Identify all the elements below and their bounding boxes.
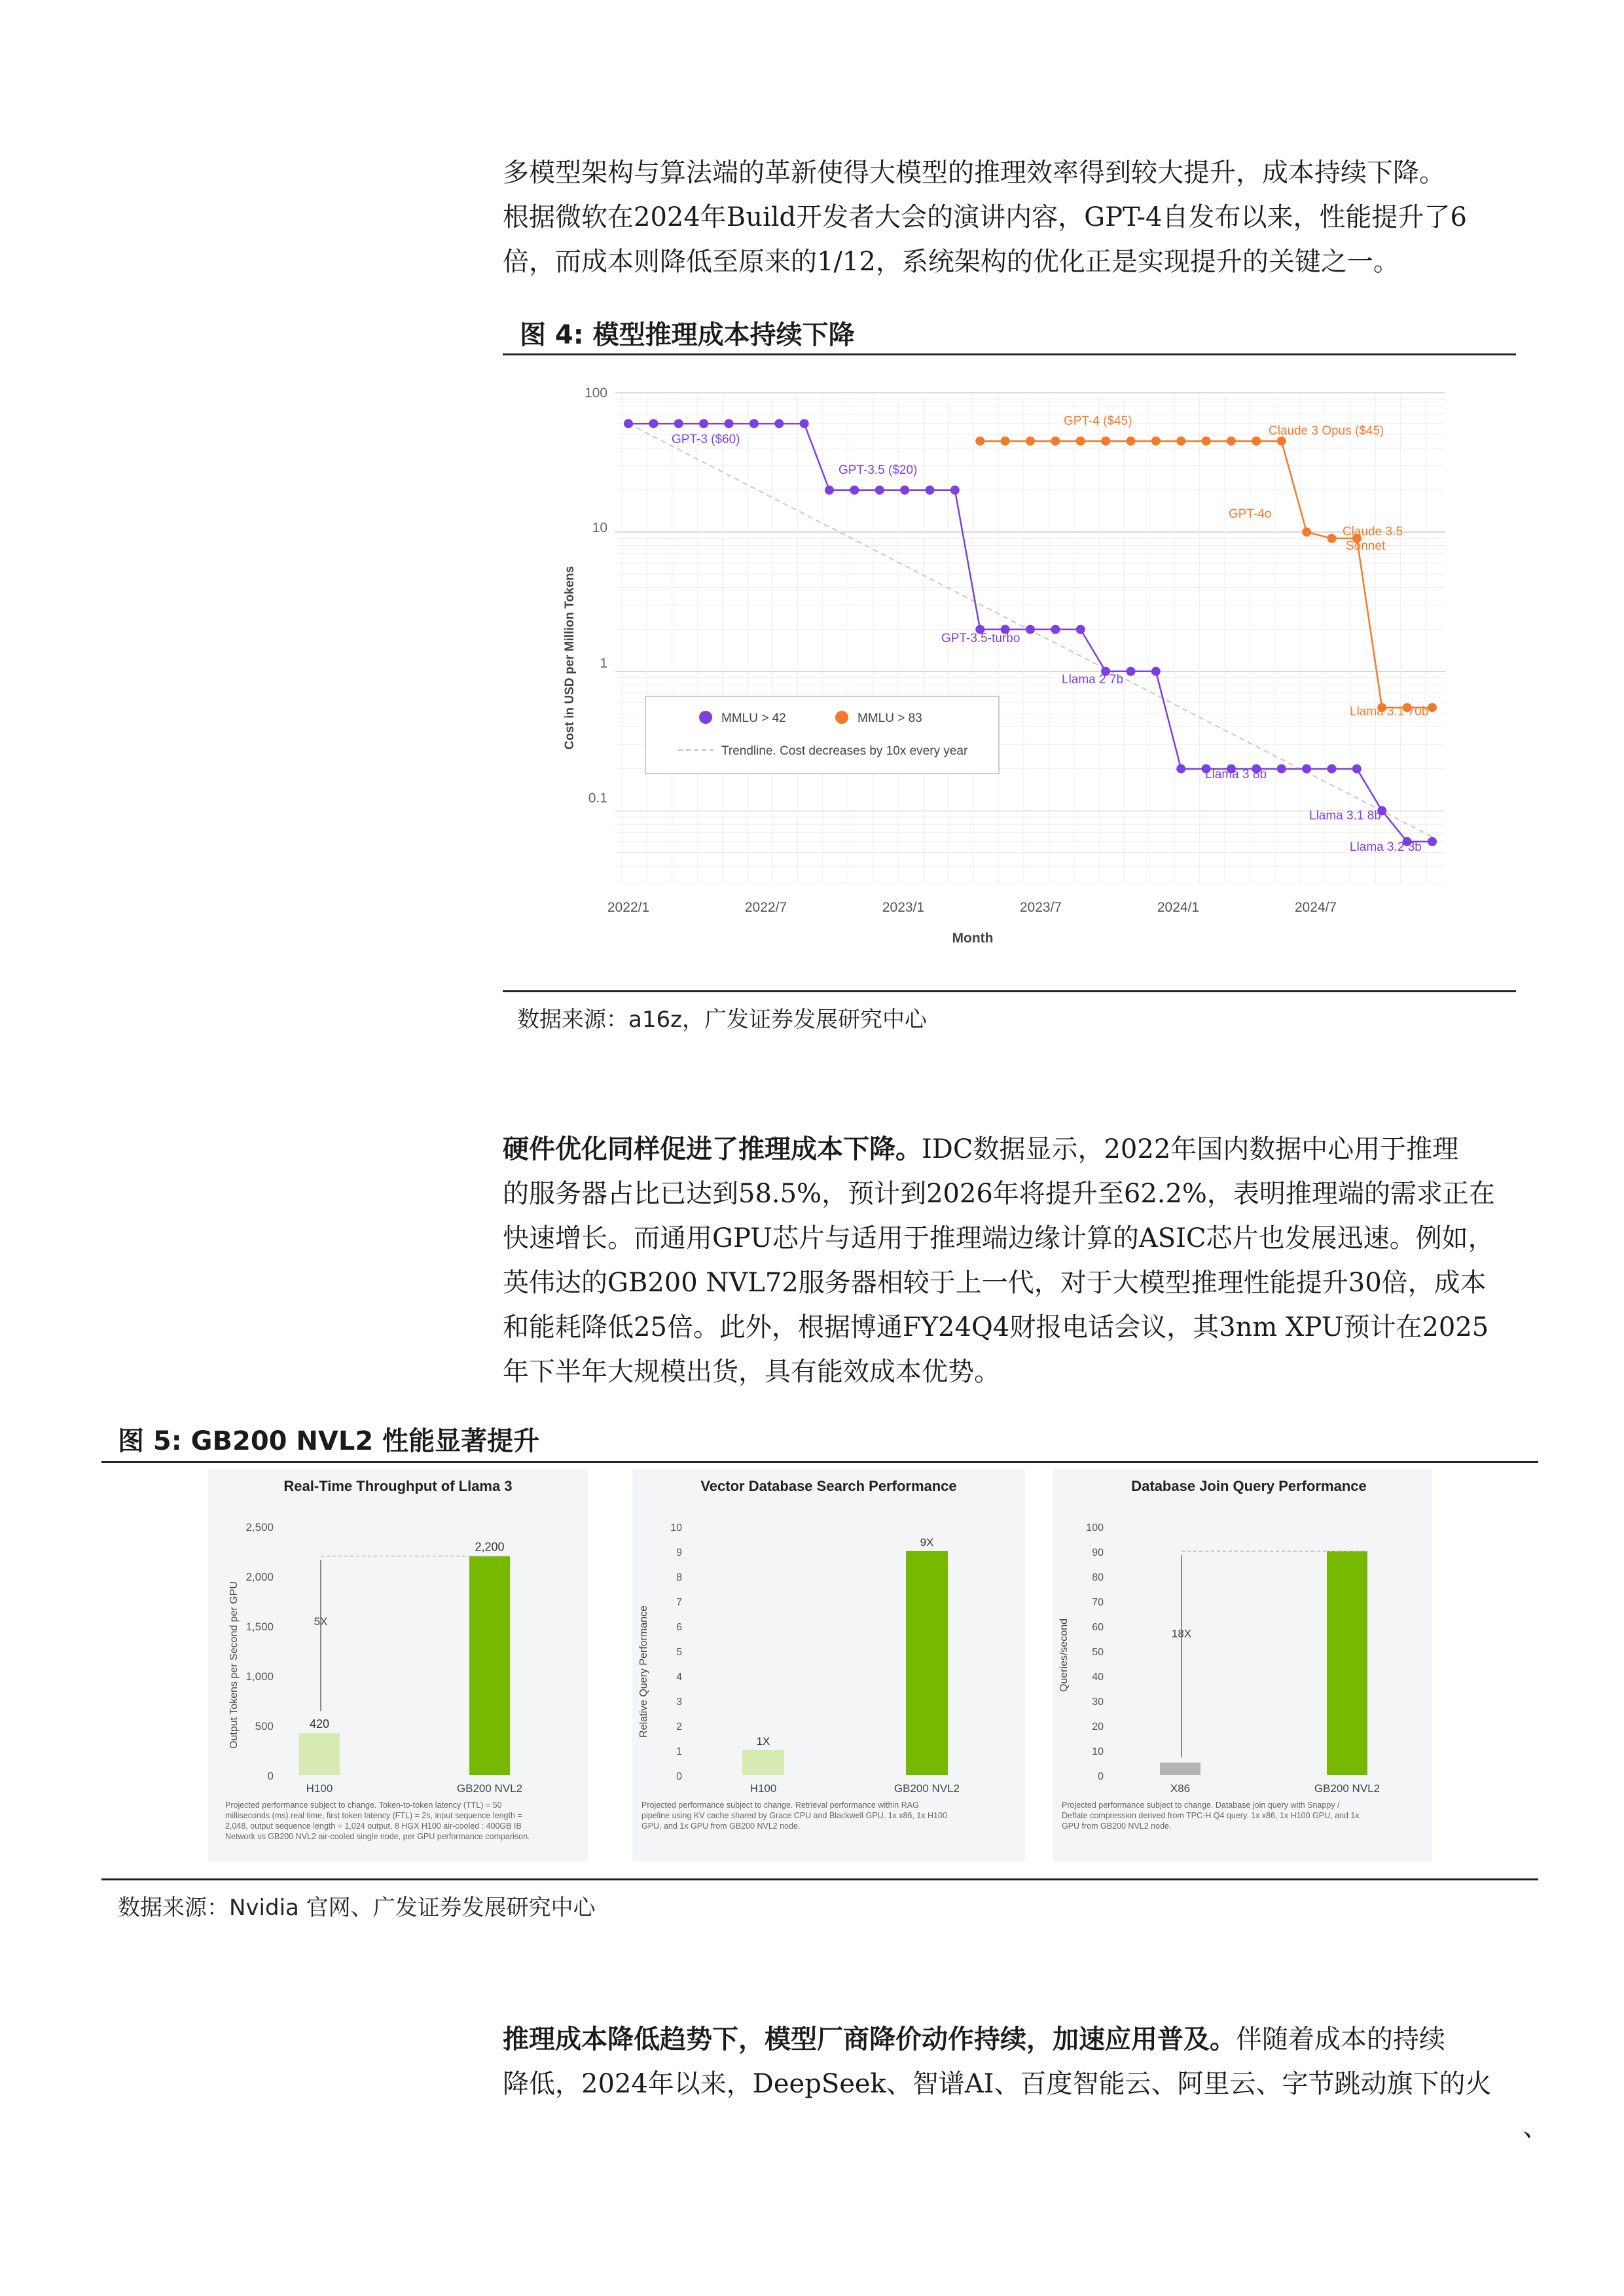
point-s1-4 — [1076, 437, 1085, 446]
label-llama3-8b: Llama 3 8b — [1205, 768, 1267, 781]
para2-line-2: 的服务器占比已达到58.5%，预计到2026年将提升至62.2%，表明推理端的需求正在 — [503, 1179, 1495, 1209]
chart4-legend — [645, 696, 999, 774]
p1-tick-1000: 1,000 — [245, 1670, 274, 1683]
page-trailing-mark: 、 — [1523, 2112, 1549, 2142]
point-s0-5 — [749, 419, 759, 428]
p2-category-gb200: GB200 NVL2 — [893, 1782, 960, 1795]
p3-tick-20: 20 — [1092, 1721, 1104, 1732]
p2-tick-6: 6 — [676, 1622, 682, 1633]
para2-line-5: 和能耗降低25倍。此外，根据博通FY24Q4财报电话会议，其3nm XPU预计在2025 — [503, 1312, 1489, 1342]
p1-bar-gb200 — [469, 1556, 510, 1775]
point-s0-16 — [1026, 625, 1035, 634]
p3-multiplier-label: 18X — [1171, 1627, 1192, 1640]
x-tick-2023-7: 2023/7 — [1019, 900, 1062, 915]
label-gpt4o: GPT-4o — [1229, 507, 1272, 521]
para1-line-1: 多模型架构与算法端的革新使得大模型的推理效率得到较大提升，成本持续下降。 — [503, 158, 1445, 188]
p2-tick-3: 3 — [676, 1696, 682, 1708]
p1-tick-1500: 1,500 — [245, 1621, 274, 1633]
panel-vector-db — [632, 1469, 1025, 1861]
para2-lead: 硬件优化同样促进了推理成本下降。 — [503, 1134, 922, 1164]
p2-bar-h100 — [742, 1750, 784, 1775]
hardware-paragraph — [503, 1127, 1545, 1394]
panel-join-query — [1053, 1469, 1432, 1861]
p2-tick-0: 0 — [676, 1771, 682, 1782]
chart4-points — [624, 419, 1437, 846]
figure-5-top-rule — [101, 1461, 1538, 1463]
label-llama32-3b: Llama 3.2 3b — [1350, 840, 1422, 854]
para3-line-1 — [503, 2017, 1545, 2062]
p2-tick-5: 5 — [676, 1647, 682, 1658]
point-s0-13 — [950, 486, 960, 495]
p1-value-gb200: 2,200 — [475, 1540, 505, 1554]
y-tick-1: 1 — [600, 656, 607, 671]
para3-line-1-rest: 伴随着成本的持续 — [1236, 2024, 1445, 2054]
p2-foot-1: Projected performance subject to change. Retrieval performance within RAG — [641, 1801, 919, 1810]
point-s0-12 — [926, 486, 935, 495]
p2-tick-8: 8 — [676, 1572, 682, 1583]
p3-tick-40: 40 — [1092, 1672, 1104, 1683]
p3-foot-3: GPU from GB200 NVL2 node. — [1062, 1821, 1172, 1831]
p3-tick-50: 50 — [1092, 1647, 1104, 1658]
point-s0-6 — [774, 419, 784, 428]
point-s1-6 — [1127, 437, 1136, 446]
p2-tick-7: 7 — [676, 1597, 682, 1608]
figure-4-top-rule — [503, 353, 1516, 355]
legend-orange-marker — [835, 711, 848, 724]
p3-tick-90: 90 — [1092, 1547, 1104, 1558]
legend-box — [645, 696, 999, 774]
panel-3-y-label: Queries/second — [1058, 1618, 1070, 1693]
point-s0-4 — [725, 419, 734, 428]
y-tick-10: 10 — [592, 520, 607, 535]
y-tick-0-1: 0.1 — [588, 791, 607, 806]
p1-foot-3: 2,048, output sequence length = 1,024 output, 8 HGX H100 air-cooled : 400GB IB — [225, 1821, 522, 1831]
p2-tick-10: 10 — [670, 1522, 682, 1534]
figure-5-charts — [208, 1469, 1432, 1861]
point-s0-17 — [1051, 625, 1060, 634]
x-tick-2024-7: 2024/7 — [1294, 900, 1337, 915]
p3-tick-10: 10 — [1092, 1746, 1104, 1757]
legend-trend-label: Trendline. Cost decreases by 10x every year — [721, 744, 968, 758]
p3-bar-x86 — [1160, 1763, 1200, 1775]
para2-line-4: 英伟达的GB200 NVL72服务器相较于上一代，对于大模型推理性能提升30倍，成本 — [503, 1268, 1487, 1298]
p1-tick-0: 0 — [267, 1770, 274, 1782]
p3-category-gb200: GB200 NVL2 — [1314, 1782, 1380, 1795]
x-tick-2023-1: 2023/1 — [882, 900, 925, 915]
p1-tick-2500: 2,500 — [245, 1521, 274, 1534]
point-s0-27 — [1302, 764, 1311, 774]
para2-line-6: 年下半年大规模出货，具有能效成本优势。 — [503, 1357, 1000, 1387]
p1-tick-2000: 2,000 — [245, 1571, 274, 1583]
x-tick-2022-7: 2022/7 — [744, 900, 787, 915]
legend-purple-marker — [699, 711, 712, 724]
point-s0-8 — [825, 486, 834, 495]
p2-tick-1: 1 — [676, 1746, 682, 1757]
point-s0-18 — [1076, 625, 1085, 634]
chart4-x-axis-label: Month — [952, 931, 994, 946]
point-s0-29 — [1352, 764, 1362, 774]
p2-category-h100: H100 — [749, 1782, 777, 1795]
p3-category-x86: X86 — [1170, 1782, 1191, 1795]
figure-5-title: 图 5: GB200 NVL2 性能显著提升 — [118, 1426, 540, 1456]
figure-4-title: 图 4: 模型推理成本持续下降 — [520, 320, 855, 350]
point-s1-3 — [1051, 437, 1060, 446]
intro-paragraph — [503, 151, 1545, 284]
point-s0-9 — [850, 486, 859, 495]
chart4-annotations — [672, 414, 1428, 854]
point-s1-13 — [1302, 528, 1311, 537]
point-s0-2 — [674, 419, 683, 428]
p1-foot-2: milliseconds (ms) real time, first token latency (FTL) = 2s, input sequence length = — [225, 1811, 522, 1820]
panel-3-title: Database Join Query Performance — [1131, 1478, 1367, 1494]
p1-tick-500: 500 — [255, 1720, 274, 1732]
y-tick-100: 100 — [584, 386, 607, 401]
p2-bar-gb200 — [906, 1551, 948, 1775]
p2-value-gb200: 9X — [920, 1536, 934, 1549]
label-claude3-opus: Claude 3 Opus ($45) — [1269, 424, 1384, 438]
para1-line-2: 根据微软在2024年Build开发者大会的演讲内容，GPT-4自发布以来，性能提升了6 — [503, 202, 1467, 232]
p3-tick-0: 0 — [1098, 1771, 1104, 1782]
point-s1-0 — [975, 437, 984, 446]
para2-line-3: 快速增长。而通用GPU芯片与适用于推理端边缘计算的ASIC芯片也发展迅速。例如， — [503, 1223, 1494, 1253]
point-s0-22 — [1176, 764, 1185, 774]
point-s0-11 — [900, 486, 909, 495]
point-s0-1 — [649, 419, 658, 428]
label-llama31-8b: Llama 3.1 8b — [1309, 809, 1381, 823]
label-claude35-sonnet-2: Sonnet — [1346, 539, 1386, 553]
p1-category-gb200: GB200 NVL2 — [456, 1782, 523, 1795]
figure-4-chart — [503, 367, 1516, 982]
point-s0-21 — [1151, 667, 1161, 676]
point-s1-9 — [1202, 437, 1211, 446]
para3-lead: 推理成本降低趋势下，模型厂商降价动作持续，加速应用普及。 — [503, 2024, 1236, 2054]
p2-foot-2: pipeline using KV cache shared by Grace CPU and Blackwell GPU. 1x x86, 1x H100 — [641, 1811, 947, 1820]
p2-value-h100: 1X — [756, 1735, 770, 1748]
legend-orange-label: MMLU > 83 — [857, 711, 922, 725]
p2-tick-4: 4 — [676, 1672, 682, 1683]
point-s0-3 — [699, 419, 708, 428]
legend-purple-label: MMLU > 42 — [721, 711, 786, 725]
label-gpt3: GPT-3 ($60) — [672, 433, 740, 446]
chart4-x-tick-labels — [607, 900, 1337, 915]
label-claude35-sonnet-1: Claude 3.5 — [1343, 525, 1403, 539]
point-s1-5 — [1101, 437, 1110, 446]
chart4-y-tick-labels — [585, 386, 607, 806]
figure-4-source: 数据来源：a16z，广发证券发展研究中心 — [517, 1007, 927, 1033]
point-s0-10 — [875, 486, 884, 495]
p2-tick-9: 9 — [676, 1547, 682, 1558]
para2-line-1 — [503, 1127, 1545, 1172]
panel-1-y-label: Output Tokens per Second per GPU — [228, 1581, 240, 1749]
p3-tick-100: 100 — [1086, 1522, 1104, 1534]
p2-tick-2: 2 — [676, 1721, 682, 1732]
point-s1-1 — [1001, 437, 1010, 446]
p3-tick-80: 80 — [1092, 1572, 1104, 1583]
point-s0-0 — [624, 419, 633, 428]
p3-foot-1: Projected performance subject to change. Database join query with Snappy / — [1062, 1801, 1340, 1810]
para3-line-2: 降低，2024年以来，DeepSeek、智谱AI、百度智能云、阿里云、字节跳动旗下的火 — [503, 2069, 1492, 2099]
p2-foot-3: GPU, and 1x GPU from GB200 NVL2 node. — [641, 1821, 801, 1831]
point-s0-20 — [1127, 667, 1136, 676]
para1-line-3: 倍，而成本则降低至原来的1/12，系统架构的优化正是实现提升的关键之一。 — [503, 247, 1399, 277]
point-s1-14 — [1327, 534, 1337, 543]
p3-foot-2: Deflate compression derived from TPC-H Q4 query. 1x x86, 1x H100 GPU, and 1x — [1062, 1811, 1360, 1820]
p3-bar-gb200 — [1327, 1551, 1367, 1775]
p1-foot-1: Projected performance subject to change. Token-to-token latency (TTL) = 50 — [225, 1801, 502, 1810]
point-s1-10 — [1227, 437, 1236, 446]
p1-foot-4: Network vs GB200 NVL2 air-cooled single node, per GPU performance comparison. — [225, 1832, 530, 1841]
p1-category-h100: H100 — [306, 1782, 333, 1795]
panel-throughput — [208, 1469, 588, 1861]
p3-tick-30: 30 — [1092, 1696, 1104, 1708]
p1-bar-h100 — [299, 1733, 340, 1775]
x-tick-2022-1: 2022/1 — [607, 900, 650, 915]
label-gpt4: GPT-4 ($45) — [1064, 414, 1132, 428]
point-s0-32 — [1428, 837, 1437, 846]
point-s1-18 — [1428, 703, 1437, 712]
panel-2-title: Vector Database Search Performance — [700, 1478, 957, 1494]
figure-5-source: 数据来源：Nvidia 官网、广发证券发展研究中心 — [118, 1895, 596, 1921]
p3-tick-70: 70 — [1092, 1597, 1104, 1608]
label-gpt35: GPT-3.5 ($20) — [839, 463, 918, 477]
point-s0-7 — [800, 419, 809, 428]
p1-value-h100: 420 — [309, 1717, 330, 1731]
figure-5-bottom-rule — [101, 1878, 1538, 1880]
para2-line-1-rest: IDC数据显示，2022年国内数据中心用于推理 — [922, 1134, 1459, 1164]
figure-4-bottom-rule — [503, 990, 1516, 992]
point-s0-28 — [1327, 764, 1337, 774]
point-s0-26 — [1277, 764, 1286, 774]
point-s1-11 — [1252, 437, 1261, 446]
p3-tick-60: 60 — [1092, 1622, 1104, 1633]
point-s1-2 — [1026, 437, 1035, 446]
p1-multiplier-label: 5X — [314, 1615, 328, 1628]
panel-1-title: Real-Time Throughput of Llama 3 — [283, 1478, 513, 1494]
point-s1-8 — [1176, 437, 1185, 446]
chart4-y-axis-label: Cost in USD per Million Tokens — [563, 565, 577, 750]
x-tick-2024-1: 2024/1 — [1157, 900, 1200, 915]
label-llama31-70b: Llama 3.1 70b — [1350, 705, 1429, 719]
label-llama2-7b: Llama 2 7b — [1062, 673, 1124, 687]
panel-2-y-label: Relative Query Performance — [638, 1605, 649, 1738]
point-s1-7 — [1151, 437, 1161, 446]
label-gpt35-turbo: GPT-3.5-turbo — [941, 632, 1020, 645]
price-cut-paragraph — [503, 2017, 1545, 2106]
